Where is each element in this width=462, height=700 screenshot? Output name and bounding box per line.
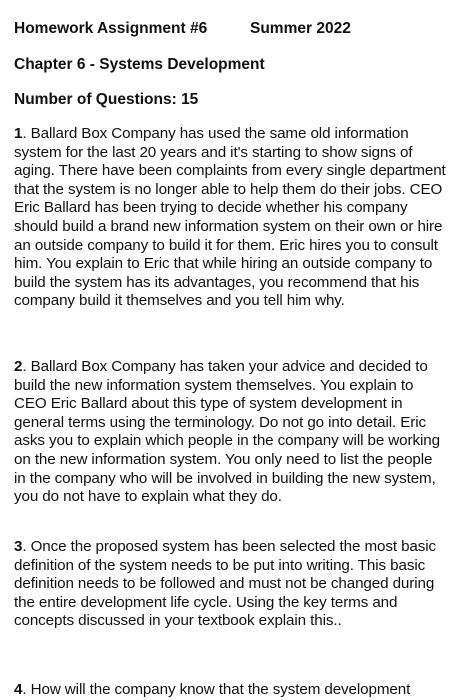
question-number: 4	[14, 681, 23, 698]
question-4	[14, 681, 448, 700]
assignment-term: Summer 2022	[250, 20, 351, 37]
question-count: Number of Questions: 15	[14, 91, 199, 108]
question-text: . Ballard Box Company has used the same old information system for the last 20 years and it's starting to show signs of aging. There have been complaints from every single department that the system is no longer able to help them do their jobs. CEO Eric Ballard has been trying to decide whether his company should build a brand new information system on their own or hire an outside company to build it for them. Eric hires you to consult him. You explain to Eric that while hiring an outside company to build the system has its advantages, you recommend that his company build it themselves and you tell him why.	[14, 125, 446, 310]
question-text: . Once the proposed system has been selected the most basic definition of the system needs to be put into writing. This basic definition needs to be followed and must not be changed during the entire development life cycle. Using the key terms and concepts discussed in your textbook explain this..	[14, 538, 437, 630]
chapter-title: Chapter 6 - Systems Development	[14, 56, 265, 73]
question-number: 2	[14, 358, 23, 375]
question-3	[14, 538, 448, 631]
question-text: . Ballard Box Company has taken your advice and decided to build the new information system themselves. You explain to CEO Eric Ballard about this type of system development in general terms using the terminology. Do not go into detail. Eric asks you to explain which people in the company will be working on the new information system. You only need to list the people in the company who will be involved in building the new system, you do not have to explain what they do.	[14, 358, 440, 506]
question-number: 1	[14, 125, 23, 142]
question-1	[14, 125, 448, 311]
assignment-header	[14, 20, 351, 38]
question-number: 3	[14, 538, 23, 555]
assignment-title: Homework Assignment #6	[14, 20, 208, 37]
question-text: . How will the company know that the system development	[22, 681, 411, 698]
question-2	[14, 358, 448, 507]
